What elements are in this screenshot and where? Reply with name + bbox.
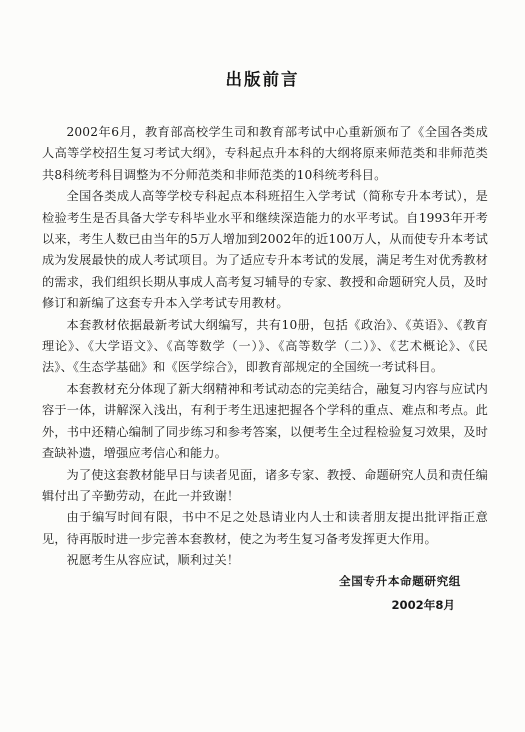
signature-date: 2002年8月 (391, 598, 455, 612)
paragraph-feedback-request: 由于编写时间有限，书中不足之处恳请业内人士和读者朋友提出批评指正意见，待再版时进一步完善本套教材，使之为考生复习备考发挥更大作用。 (42, 510, 488, 546)
preface-body (42, 122, 488, 572)
page-title: 出版前言 (225, 70, 300, 89)
paragraph-book-features: 本套教材充分体现了新大纲精神和考试动态的完美结合，融复习内容与应试内容于一体，讲解深入浅出，有利于考生迅速把握各个学科的重点、难点和考点。此外，书中还精心编制了同步练习和参考答案，以便考生全过程检验复习效果，及时查缺补遗，增强应考信心和能力。 (42, 381, 488, 461)
paragraph-exam-overview: 全国各类成人高等学校专科起点本科班招生入学考试（简称专升本考试），是检验考生是否具备大学专科毕业水平和继续深造能力的水平考试。自1993年开考以来，考生人数已由当年的5万人增加到2002年的近100万人，从而使专升本考试成为发展最快的成人考试项目。为了适应专升本考试的发展，满足考生对优秀教材的需求，我们组织长期从事成人高考复习辅导的专家、教授和命题研究人员，及时修订和新编了这套专升本入学考试专用教材。 (42, 189, 488, 311)
paragraph-acknowledgement: 为了使这套教材能早日与读者见面，诸多专家、教授、命题研究人员和责任编辑付出了辛勤劳动，在此一并致谢！ (42, 467, 488, 503)
paragraph-reissue-syllabus: 2002年6月，教育部高校学生司和教育部考试中心重新颁布了《全国各类成人高等学校招生复习考试大纲》，专科起点升本科的大纲将原来师范类和非师范类共8科统考科目调整为不分师范类和非师范类的10科统考科目。 (42, 125, 488, 182)
signature-block (339, 569, 461, 617)
paragraph-book-list: 本套教材依据最新考试大纲编写，共有10册，包括《政治》、《英语》、《教育理论》、《大学语文》、《高等数学（一）》、《高等数学（二）》、《艺术概论》、《民法》、《生态学基础》和《医学综合》，即教育部规定的全国统一考试科目。 (42, 317, 488, 375)
signature-organization: 全国专升本命题研究组 (339, 574, 461, 588)
paragraph-good-wishes: 祝愿考生从容应试，顺利过关！ (66, 553, 240, 568)
